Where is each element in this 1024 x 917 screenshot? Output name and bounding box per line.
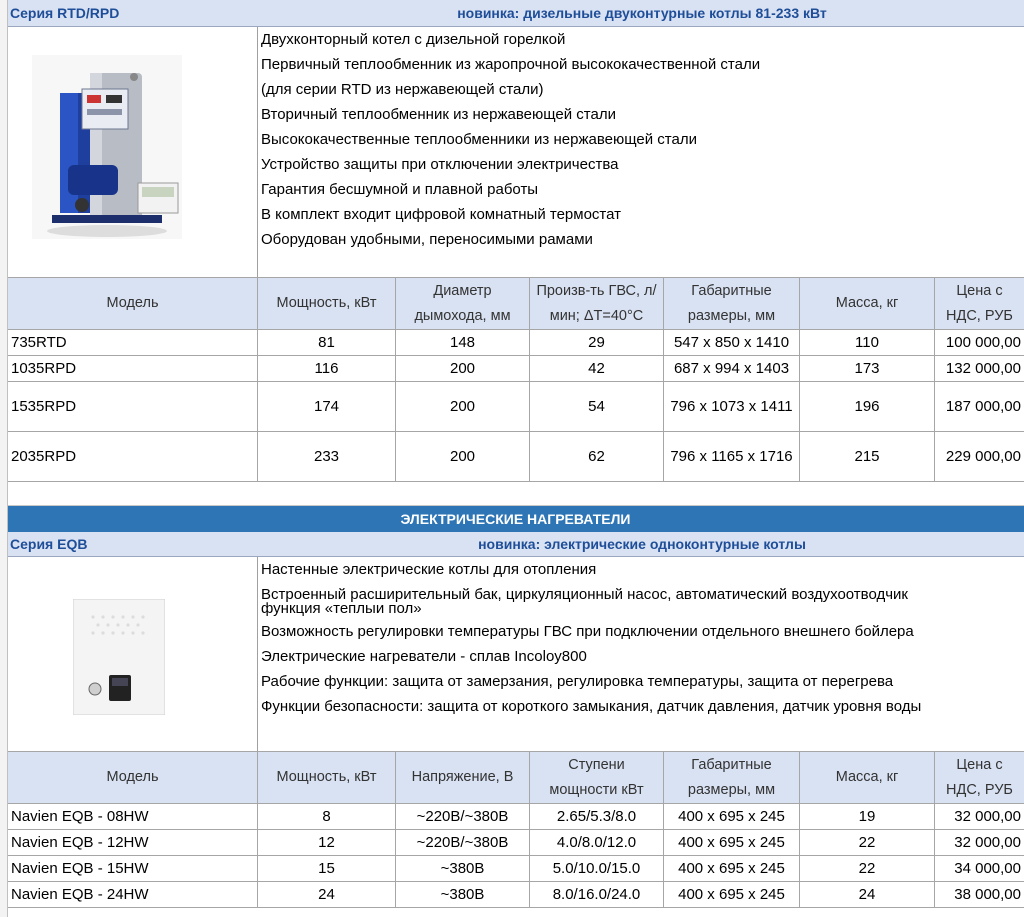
model-cell: Navien EQB - 12HW [8, 830, 258, 856]
chimney-cell: 200 [396, 356, 530, 382]
power-cell: 12 [258, 830, 396, 856]
price-cell: 34 000,00 [935, 856, 1024, 882]
rtd-feature-list [261, 27, 1024, 252]
voltage-cell: ~380В [396, 856, 530, 882]
rtd-news-title: новинка: дизельные двуконтурные котлы 81-233 кВт [457, 5, 827, 21]
power-steps-cell: 5.0/10.0/15.0 [530, 856, 664, 882]
voltage-cell: ~220В/~380В [396, 830, 530, 856]
price-cell: 32 000,00 [935, 830, 1024, 856]
dhw-cell: 54 [530, 382, 664, 432]
rtd-feature: В комплект входит цифровой комнатный термостат [261, 206, 621, 223]
model-cell: 1035RPD [8, 356, 258, 382]
weight-cell: 22 [800, 856, 935, 882]
dimensions-cell: 400 x 695 x 245 [664, 882, 800, 908]
rtd-feature: Устройство защиты при отключении электричества [261, 156, 619, 173]
eqb-series-title: Серия EQB [10, 536, 88, 552]
price-cell: 32 000,00 [935, 804, 1024, 830]
column-header: Напряжение, В [396, 752, 530, 804]
dimensions-cell: 796 x 1165 x 1716 [664, 432, 800, 482]
table-row [8, 856, 1024, 882]
eqb-feature: Функции безопасности: защита от короткого замыкания, датчик давления, датчик уровня воды [261, 698, 922, 715]
rtd-image-cell [7, 27, 258, 277]
rtd-feature: (для серии RTD из нержавеющей стали) [261, 81, 544, 98]
electric-heaters-band: ЭЛЕКТРИЧЕСКИЕ НАГРЕВАТЕЛИ [7, 506, 1024, 532]
voltage-cell: ~220В/~380В [396, 804, 530, 830]
dimensions-cell: 687 x 994 x 1403 [664, 356, 800, 382]
column-header: Цена с НДС, РУБ [935, 752, 1024, 804]
price-cell: 100 000,00 [935, 330, 1024, 356]
power-steps-cell: 4.0/8.0/12.0 [530, 830, 664, 856]
dhw-cell: 62 [530, 432, 664, 482]
model-cell: 1535RPD [8, 382, 258, 432]
column-header: Цена с НДС, РУБ [935, 278, 1024, 330]
eqb-table-header [8, 752, 1024, 804]
column-header: Мощность, кВт [258, 752, 396, 804]
rtd-feature: Высококачественные теплообменники из нержавеющей стали [261, 131, 697, 148]
weight-cell: 22 [800, 830, 935, 856]
column-header: Модель [8, 752, 258, 804]
column-header: Ступени мощности кВт [530, 752, 664, 804]
table-row [8, 356, 1024, 382]
rtd-series-title: Серия RTD/RPD [10, 5, 120, 21]
eqb-feature-list [261, 557, 1024, 719]
model-cell: Navien EQB - 15HW [8, 856, 258, 882]
weight-cell: 19 [800, 804, 935, 830]
price-cell: 187 000,00 [935, 382, 1024, 432]
weight-cell: 215 [800, 432, 935, 482]
table-row [8, 882, 1024, 908]
price-cell: 38 000,00 [935, 882, 1024, 908]
dimensions-cell: 400 x 695 x 245 [664, 856, 800, 882]
weight-cell: 173 [800, 356, 935, 382]
model-cell: 735RTD [8, 330, 258, 356]
dimensions-cell: 400 x 695 x 245 [664, 830, 800, 856]
rtd-feature: Гарантия бесшумной и плавной работы [261, 181, 539, 198]
chimney-cell: 200 [396, 382, 530, 432]
power-cell: 116 [258, 356, 396, 382]
chimney-cell: 200 [396, 432, 530, 482]
model-cell: Navien EQB - 08HW [8, 804, 258, 830]
column-header: Произв-ть ГВС, л/мин; ΔT=40°C [530, 278, 664, 330]
column-header: Мощность, кВт [258, 278, 396, 330]
table-row [8, 830, 1024, 856]
empty-row [7, 483, 1024, 506]
power-steps-cell: 8.0/16.0/24.0 [530, 882, 664, 908]
dhw-cell: 29 [530, 330, 664, 356]
table-row [8, 382, 1024, 432]
eqb-image-cell [7, 557, 258, 751]
power-cell: 81 [258, 330, 396, 356]
weight-cell: 196 [800, 382, 935, 432]
eqb-price-table [7, 751, 1024, 908]
power-cell: 233 [258, 432, 396, 482]
column-header: Масса, кг [800, 752, 935, 804]
table-row [8, 804, 1024, 830]
column-header: Габаритные размеры, мм [664, 278, 800, 330]
power-cell: 15 [258, 856, 396, 882]
diesel-boiler-image [32, 55, 182, 239]
model-cell: 2035RPD [8, 432, 258, 482]
column-header: Диаметр дымохода, мм [396, 278, 530, 330]
table-row [8, 330, 1024, 356]
price-cell: 132 000,00 [935, 356, 1024, 382]
power-cell: 24 [258, 882, 396, 908]
power-steps-cell: 2.65/5.3/8.0 [530, 804, 664, 830]
table-row [8, 432, 1024, 482]
eqb-feature: Встроенный расширительный бак, циркуляционный насос, автоматический воздухоотводчик [261, 586, 908, 603]
power-cell: 174 [258, 382, 396, 432]
column-header: Габаритные размеры, мм [664, 752, 800, 804]
chimney-cell: 148 [396, 330, 530, 356]
eqb-feature: Электрические нагреватели - сплав Incoloy800 [261, 648, 587, 665]
rtd-table-header [8, 278, 1024, 330]
rtd-description [7, 27, 1024, 278]
model-cell: Navien EQB - 24HW [8, 882, 258, 908]
eqb-feature: Настенные электрические котлы для отопления [261, 561, 597, 578]
dimensions-cell: 400 x 695 x 245 [664, 804, 800, 830]
weight-cell: 24 [800, 882, 935, 908]
column-header: Масса, кг [800, 278, 935, 330]
rtd-feature: Двухконторный котел с дизельной горелкой [261, 31, 566, 48]
rtd-feature: Первичный теплообменник из жаропрочной высококачественной стали [261, 56, 761, 73]
eqb-series-header [7, 532, 1024, 557]
voltage-cell: ~380В [396, 882, 530, 908]
column-header: Модель [8, 278, 258, 330]
rtd-feature: Вторичный теплообменник из нержавеющей стали [261, 106, 616, 123]
electric-boiler-image [73, 599, 165, 715]
eqb-news-title: новинка: электрические одноконтурные котлы [478, 536, 806, 552]
weight-cell: 110 [800, 330, 935, 356]
dimensions-cell: 547 x 850 x 1410 [664, 330, 800, 356]
eqb-feature: Возможность регулировки температуры ГВС при подключении отдельного внешнего бойлера [261, 623, 914, 640]
dimensions-cell: 796 x 1073 x 1411 [664, 382, 800, 432]
dhw-cell: 42 [530, 356, 664, 382]
eqb-description [7, 557, 1024, 752]
rtd-price-table [7, 277, 1024, 482]
eqb-feature: Рабочие функции: защита от замерзания, регулировка температуры, защита от перегрева [261, 673, 894, 690]
eqb-feature: функция «теплыи пол» [261, 600, 422, 617]
power-cell: 8 [258, 804, 396, 830]
rtd-feature: Оборудован удобными, переносимыми рамами [261, 231, 593, 248]
row-header-strip[interactable] [0, 0, 8, 917]
rtd-series-header [7, 0, 1024, 27]
price-cell: 229 000,00 [935, 432, 1024, 482]
